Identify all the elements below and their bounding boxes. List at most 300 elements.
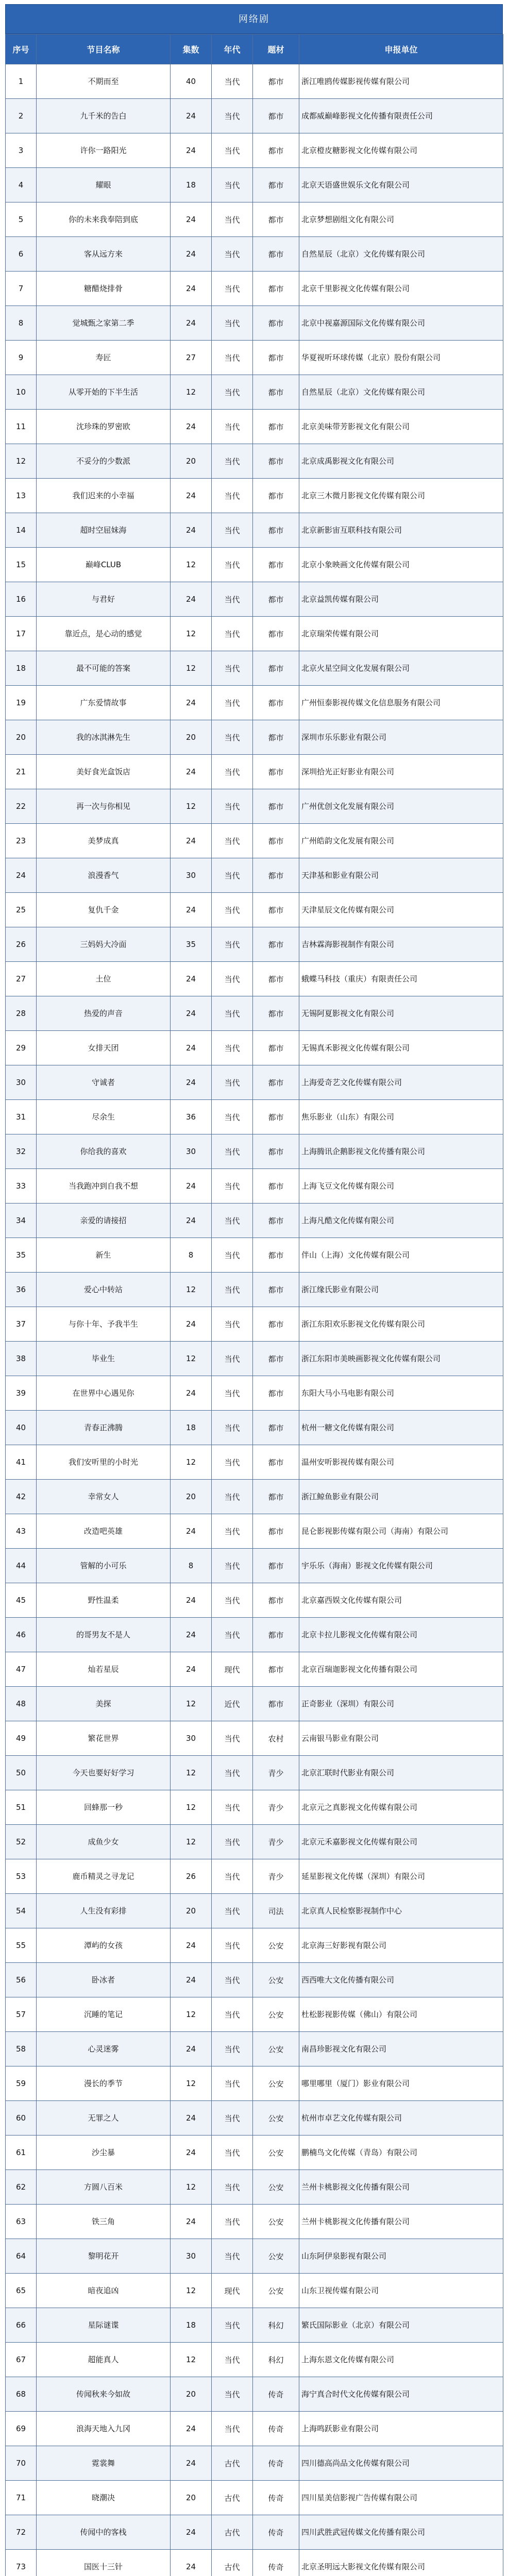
cell-episodes: 24 — [171, 272, 212, 306]
cell-program-name: 我们迟来的小幸福 — [37, 479, 171, 513]
drama-table — [5, 34, 503, 2576]
cell-episodes: 24 — [171, 2550, 212, 2576]
cell-genre: 都市 — [253, 1238, 299, 1273]
cell-applicant: 杜松影视影传媒（佛山）有限公司 — [299, 1997, 503, 2032]
cell-episodes: 18 — [171, 1411, 212, 1445]
cell-index: 30 — [6, 1065, 37, 1100]
cell-episodes: 8 — [171, 1549, 212, 1583]
column-header-era: 年代 — [212, 35, 253, 64]
cell-index: 24 — [6, 858, 37, 893]
table-row — [6, 1342, 503, 1376]
cell-index: 33 — [6, 1169, 37, 1204]
cell-genre: 都市 — [253, 617, 299, 651]
cell-program-name: 你的未来我奉陪到底 — [37, 202, 171, 237]
cell-applicant: 延星影视文化传媒（深圳）有限公司 — [299, 1859, 503, 1894]
cell-genre: 都市 — [253, 686, 299, 720]
cell-program-name: 耀眼 — [37, 168, 171, 202]
cell-genre: 都市 — [253, 1514, 299, 1549]
cell-genre: 农村 — [253, 1721, 299, 1756]
cell-era: 当代 — [212, 720, 253, 755]
table-row — [6, 2101, 503, 2136]
cell-applicant: 天津基和影业有限公司 — [299, 858, 503, 893]
cell-episodes: 12 — [171, 2274, 212, 2308]
table-row — [6, 2515, 503, 2550]
cell-episodes: 24 — [171, 513, 212, 548]
cell-index: 20 — [6, 720, 37, 755]
table-row — [6, 2377, 503, 2412]
cell-program-name: 不妥分的少数派 — [37, 444, 171, 479]
cell-era: 当代 — [212, 1721, 253, 1756]
cell-episodes: 12 — [171, 1445, 212, 1480]
cell-era: 当代 — [212, 2032, 253, 2066]
table-row — [6, 1721, 503, 1756]
cell-episodes: 24 — [171, 202, 212, 237]
cell-genre: 都市 — [253, 1376, 299, 1411]
cell-index: 17 — [6, 617, 37, 651]
cell-program-name: 不期而至 — [37, 64, 171, 99]
cell-episodes: 20 — [171, 2377, 212, 2412]
cell-era: 当代 — [212, 2170, 253, 2205]
cell-program-name: 成鱼少女 — [37, 1825, 171, 1859]
cell-episodes: 27 — [171, 341, 212, 375]
cell-episodes: 12 — [171, 1687, 212, 1721]
cell-genre: 都市 — [253, 1445, 299, 1480]
cell-era: 当代 — [212, 1273, 253, 1307]
cell-index: 46 — [6, 1618, 37, 1652]
cell-index: 62 — [6, 2170, 37, 2205]
table-row — [6, 1411, 503, 1445]
cell-applicant: 自然星辰（北京）文化传媒有限公司 — [299, 237, 503, 272]
cell-era: 当代 — [212, 1514, 253, 1549]
cell-era: 当代 — [212, 2066, 253, 2101]
cell-era: 当代 — [212, 755, 253, 789]
cell-genre: 传奇 — [253, 2515, 299, 2550]
cell-era: 当代 — [212, 237, 253, 272]
table-row — [6, 64, 503, 99]
cell-era: 当代 — [212, 996, 253, 1031]
cell-era: 当代 — [212, 927, 253, 962]
cell-episodes: 24 — [171, 1169, 212, 1204]
cell-era: 当代 — [212, 1065, 253, 1100]
cell-index: 58 — [6, 2032, 37, 2066]
cell-program-name: 改造吧英雄 — [37, 1514, 171, 1549]
cell-genre: 青少 — [253, 1790, 299, 1825]
table-header-row — [6, 35, 503, 64]
cell-genre: 都市 — [253, 1134, 299, 1169]
cell-index: 26 — [6, 927, 37, 962]
column-header-program-name: 节目名称 — [37, 35, 171, 64]
cell-index: 72 — [6, 2515, 37, 2550]
cell-applicant: 自然星辰（北京）文化传媒有限公司 — [299, 375, 503, 410]
cell-episodes: 24 — [171, 996, 212, 1031]
cell-applicant: 北京元禾嘉影视文化传媒有限公司 — [299, 1825, 503, 1859]
cell-genre: 都市 — [253, 1307, 299, 1342]
cell-index: 37 — [6, 1307, 37, 1342]
cell-program-name: 守诚者 — [37, 1065, 171, 1100]
cell-index: 31 — [6, 1100, 37, 1134]
cell-episodes: 20 — [171, 2481, 212, 2515]
table-row — [6, 1549, 503, 1583]
cell-episodes: 12 — [171, 1790, 212, 1825]
cell-episodes: 24 — [171, 2101, 212, 2136]
table-row — [6, 2550, 503, 2576]
cell-index: 65 — [6, 2274, 37, 2308]
cell-genre: 传奇 — [253, 2481, 299, 2515]
cell-era: 当代 — [212, 1376, 253, 1411]
cell-program-name: 超时空屈妹海 — [37, 513, 171, 548]
cell-era: 古代 — [212, 2446, 253, 2481]
cell-program-name: 寿匠 — [37, 341, 171, 375]
column-header-episodes: 集数 — [171, 35, 212, 64]
cell-episodes: 24 — [171, 755, 212, 789]
table-row — [6, 651, 503, 686]
cell-index: 67 — [6, 2343, 37, 2377]
table-body — [6, 64, 503, 2576]
cell-genre: 公安 — [253, 2066, 299, 2101]
cell-program-name: 在世界中心遇见你 — [37, 1376, 171, 1411]
cell-applicant: 山东阿伊泉影视有限公司 — [299, 2239, 503, 2274]
cell-genre: 都市 — [253, 513, 299, 548]
cell-index: 49 — [6, 1721, 37, 1756]
cell-index: 19 — [6, 686, 37, 720]
cell-program-name: 爱心中转站 — [37, 1273, 171, 1307]
cell-program-name: 三妈妈大冷面 — [37, 927, 171, 962]
cell-index: 13 — [6, 479, 37, 513]
cell-episodes: 12 — [171, 1273, 212, 1307]
cell-era: 当代 — [212, 375, 253, 410]
cell-index: 38 — [6, 1342, 37, 1376]
cell-index: 11 — [6, 410, 37, 444]
cell-program-name: 黎明花开 — [37, 2239, 171, 2274]
cell-index: 2 — [6, 99, 37, 133]
column-header-genre: 题材 — [253, 35, 299, 64]
cell-era: 古代 — [212, 2515, 253, 2550]
table-row — [6, 2032, 503, 2066]
cell-genre: 科幻 — [253, 2343, 299, 2377]
cell-program-name: 漫长的季节 — [37, 2066, 171, 2101]
cell-episodes: 8 — [171, 1238, 212, 1273]
cell-genre: 都市 — [253, 1273, 299, 1307]
cell-genre: 公安 — [253, 2205, 299, 2239]
table-row — [6, 1307, 503, 1342]
table-row — [6, 375, 503, 410]
cell-era: 当代 — [212, 202, 253, 237]
cell-era: 当代 — [212, 444, 253, 479]
cell-genre: 都市 — [253, 720, 299, 755]
cell-program-name: 青春正沸腾 — [37, 1411, 171, 1445]
cell-era: 当代 — [212, 1618, 253, 1652]
cell-program-name: 美梦成真 — [37, 824, 171, 858]
cell-genre: 司法 — [253, 1894, 299, 1928]
cell-applicant: 浙江缘氏影业有限公司 — [299, 1273, 503, 1307]
cell-program-name: 方圆八百米 — [37, 2170, 171, 2205]
cell-era: 当代 — [212, 1480, 253, 1514]
cell-applicant: 海宁真合时代文化传媒有限公司 — [299, 2377, 503, 2412]
cell-episodes: 30 — [171, 858, 212, 893]
cell-genre: 公安 — [253, 1963, 299, 1997]
table-row — [6, 2136, 503, 2170]
table-row — [6, 720, 503, 755]
cell-era: 当代 — [212, 962, 253, 996]
cell-episodes: 24 — [171, 2515, 212, 2550]
cell-program-name: 野性温柔 — [37, 1583, 171, 1618]
cell-era: 当代 — [212, 789, 253, 824]
table-row — [6, 1514, 503, 1549]
cell-episodes: 24 — [171, 479, 212, 513]
cell-applicant: 温州安听影视传媒有限公司 — [299, 1445, 503, 1480]
cell-index: 5 — [6, 202, 37, 237]
cell-program-name: 繁花世界 — [37, 1721, 171, 1756]
cell-program-name: 新生 — [37, 1238, 171, 1273]
cell-genre: 都市 — [253, 893, 299, 927]
cell-episodes: 12 — [171, 617, 212, 651]
cell-applicant: 成都威巅峰影视文化传播有限责任公司 — [299, 99, 503, 133]
cell-episodes: 30 — [171, 2239, 212, 2274]
cell-genre: 都市 — [253, 1065, 299, 1100]
cell-genre: 都市 — [253, 375, 299, 410]
cell-program-name: 客从远方来 — [37, 237, 171, 272]
cell-genre: 都市 — [253, 789, 299, 824]
cell-applicant: 浙江东阳市美映画影视文化传媒有限公司 — [299, 1342, 503, 1376]
table-title: 网络剧 — [5, 4, 503, 34]
cell-program-name: 九千米的告白 — [37, 99, 171, 133]
cell-genre: 公安 — [253, 1997, 299, 2032]
cell-era: 当代 — [212, 1204, 253, 1238]
cell-episodes: 24 — [171, 1652, 212, 1687]
cell-program-name: 霓裳舞 — [37, 2446, 171, 2481]
cell-program-name: 与君好 — [37, 582, 171, 617]
cell-genre: 都市 — [253, 237, 299, 272]
cell-genre: 都市 — [253, 1618, 299, 1652]
cell-applicant: 哪里哪里（厦门）影业有限公司 — [299, 2066, 503, 2101]
cell-era: 当代 — [212, 1825, 253, 1859]
cell-program-name: 沙尘暴 — [37, 2136, 171, 2170]
cell-index: 44 — [6, 1549, 37, 1583]
cell-applicant: 上海腾讯企鹅影视文化传播有限公司 — [299, 1134, 503, 1169]
cell-index: 15 — [6, 548, 37, 582]
cell-index: 40 — [6, 1411, 37, 1445]
table-row — [6, 237, 503, 272]
table-row — [6, 2343, 503, 2377]
cell-applicant: 鹏楠鸟文化传媒（青岛）有限公司 — [299, 2136, 503, 2170]
cell-era: 当代 — [212, 1790, 253, 1825]
cell-applicant: 四川星美信影视广告传媒有限公司 — [299, 2481, 503, 2515]
cell-applicant: 上海飞豆文化传媒有限公司 — [299, 1169, 503, 1204]
cell-episodes: 24 — [171, 1618, 212, 1652]
cell-index: 64 — [6, 2239, 37, 2274]
cell-era: 当代 — [212, 2308, 253, 2343]
cell-genre: 传奇 — [253, 2550, 299, 2576]
cell-applicant: 北京卡拉儿影视文化传媒有限公司 — [299, 1618, 503, 1652]
cell-episodes: 24 — [171, 1963, 212, 1997]
cell-genre: 都市 — [253, 927, 299, 962]
cell-index: 66 — [6, 2308, 37, 2343]
cell-episodes: 30 — [171, 1134, 212, 1169]
cell-program-name: 从零开始的下半生活 — [37, 375, 171, 410]
cell-applicant: 北京元之真影视文化传媒有限公司 — [299, 1790, 503, 1825]
cell-episodes: 36 — [171, 1100, 212, 1134]
cell-program-name: 超能真人 — [37, 2343, 171, 2377]
cell-era: 当代 — [212, 1134, 253, 1169]
cell-index: 3 — [6, 133, 37, 168]
cell-index: 27 — [6, 962, 37, 996]
cell-genre: 都市 — [253, 444, 299, 479]
cell-index: 18 — [6, 651, 37, 686]
cell-era: 当代 — [212, 1169, 253, 1204]
cell-episodes: 18 — [171, 2308, 212, 2343]
cell-index: 61 — [6, 2136, 37, 2170]
cell-program-name: 我的冰淇淋先生 — [37, 720, 171, 755]
cell-applicant: 东阳大马小马电影有限公司 — [299, 1376, 503, 1411]
cell-episodes: 24 — [171, 99, 212, 133]
cell-genre: 都市 — [253, 1480, 299, 1514]
cell-episodes: 24 — [171, 686, 212, 720]
cell-episodes: 24 — [171, 2446, 212, 2481]
cell-program-name: 管解的小可乐 — [37, 1549, 171, 1583]
column-header-applicant: 申报单位 — [299, 35, 503, 64]
cell-applicant: 北京益凯传媒有限公司 — [299, 582, 503, 617]
cell-applicant: 上海东恩文化传媒有限公司 — [299, 2343, 503, 2377]
cell-program-name: 巅峰CLUB — [37, 548, 171, 582]
cell-genre: 都市 — [253, 1169, 299, 1204]
cell-applicant: 北京瑞荣传媒有限公司 — [299, 617, 503, 651]
table-row — [6, 1997, 503, 2032]
cell-applicant: 浙江东阳欢乐影视文化传媒有限公司 — [299, 1307, 503, 1342]
cell-episodes: 24 — [171, 1583, 212, 1618]
cell-applicant: 北京海三好影视有限公司 — [299, 1928, 503, 1963]
cell-index: 29 — [6, 1031, 37, 1065]
cell-applicant: 广州优创文化发展有限公司 — [299, 789, 503, 824]
table-row — [6, 513, 503, 548]
table-row — [6, 1169, 503, 1204]
cell-genre: 传奇 — [253, 2446, 299, 2481]
table-row — [6, 202, 503, 237]
cell-genre: 都市 — [253, 824, 299, 858]
cell-applicant: 山东卫视传媒有限公司 — [299, 2274, 503, 2308]
cell-applicant: 杭州市卓艺文化传媒有限公司 — [299, 2101, 503, 2136]
cell-program-name: 回蜂那一秒 — [37, 1790, 171, 1825]
cell-applicant: 宇乐乐（海南）影视文化传媒有限公司 — [299, 1549, 503, 1583]
cell-index: 68 — [6, 2377, 37, 2412]
cell-program-name: 国医十三针 — [37, 2550, 171, 2576]
table-row — [6, 2239, 503, 2274]
table-row — [6, 548, 503, 582]
cell-era: 当代 — [212, 1997, 253, 2032]
cell-program-name: 灿若星辰 — [37, 1652, 171, 1687]
table-row — [6, 1480, 503, 1514]
table-row — [6, 824, 503, 858]
table-row — [6, 1963, 503, 1997]
cell-genre: 传奇 — [253, 2377, 299, 2412]
cell-index: 22 — [6, 789, 37, 824]
table-row — [6, 1204, 503, 1238]
cell-program-name: 人生没有彩排 — [37, 1894, 171, 1928]
cell-episodes: 35 — [171, 927, 212, 962]
table-row — [6, 1825, 503, 1859]
cell-episodes: 24 — [171, 2032, 212, 2066]
cell-era: 古代 — [212, 2550, 253, 2576]
cell-index: 7 — [6, 272, 37, 306]
cell-genre: 公安 — [253, 2274, 299, 2308]
table-row — [6, 2066, 503, 2101]
cell-episodes: 24 — [171, 1031, 212, 1065]
table-row — [6, 444, 503, 479]
cell-index: 23 — [6, 824, 37, 858]
cell-program-name: 美探 — [37, 1687, 171, 1721]
cell-applicant: 北京成禹影视文化有限公司 — [299, 444, 503, 479]
cell-program-name: 沈珍珠的罗密欧 — [37, 410, 171, 444]
cell-era: 当代 — [212, 1583, 253, 1618]
cell-index: 32 — [6, 1134, 37, 1169]
cell-program-name: 铁三角 — [37, 2205, 171, 2239]
cell-applicant: 蛾蝶马科技（重庆）有限责任公司 — [299, 962, 503, 996]
cell-index: 14 — [6, 513, 37, 548]
cell-era: 现代 — [212, 2274, 253, 2308]
cell-program-name: 传闻中的客栈 — [37, 2515, 171, 2550]
cell-era: 当代 — [212, 1100, 253, 1134]
cell-era: 古代 — [212, 2481, 253, 2515]
cell-applicant: 北京橙皮糖影视文化传媒有限公司 — [299, 133, 503, 168]
table-row — [6, 168, 503, 202]
cell-index: 45 — [6, 1583, 37, 1618]
cell-program-name: 热爱的声音 — [37, 996, 171, 1031]
cell-episodes: 12 — [171, 548, 212, 582]
cell-program-name: 星际谜谍 — [37, 2308, 171, 2343]
cell-applicant: 吉林霖海影视制作有限公司 — [299, 927, 503, 962]
table-row — [6, 893, 503, 927]
table-row — [6, 1445, 503, 1480]
cell-genre: 都市 — [253, 582, 299, 617]
cell-index: 63 — [6, 2205, 37, 2239]
cell-genre: 都市 — [253, 410, 299, 444]
cell-episodes: 24 — [171, 582, 212, 617]
cell-index: 54 — [6, 1894, 37, 1928]
cell-era: 当代 — [212, 2412, 253, 2446]
cell-applicant: 云南银马影业有限公司 — [299, 1721, 503, 1756]
cell-era: 当代 — [212, 479, 253, 513]
cell-index: 41 — [6, 1445, 37, 1480]
cell-index: 9 — [6, 341, 37, 375]
cell-genre: 都市 — [253, 996, 299, 1031]
cell-program-name: 你给我的喜欢 — [37, 1134, 171, 1169]
table-row — [6, 1376, 503, 1411]
cell-episodes: 20 — [171, 444, 212, 479]
cell-episodes: 24 — [171, 893, 212, 927]
cell-genre: 都市 — [253, 168, 299, 202]
table-row — [6, 996, 503, 1031]
cell-program-name: 沉睡的笔记 — [37, 1997, 171, 2032]
cell-program-name: 毕业生 — [37, 1342, 171, 1376]
cell-genre: 公安 — [253, 2170, 299, 2205]
cell-program-name: 鹿币精灵之寻龙记 — [37, 1859, 171, 1894]
cell-era: 当代 — [212, 1859, 253, 1894]
cell-genre: 都市 — [253, 1687, 299, 1721]
cell-applicant: 上海凡酷文化传媒有限公司 — [299, 1204, 503, 1238]
table-row — [6, 686, 503, 720]
cell-era: 当代 — [212, 1549, 253, 1583]
table-row — [6, 1894, 503, 1928]
cell-index: 4 — [6, 168, 37, 202]
table-row — [6, 1618, 503, 1652]
table-row — [6, 272, 503, 306]
cell-episodes: 12 — [171, 789, 212, 824]
table-row — [6, 927, 503, 962]
cell-applicant: 四川德高尚品文化传媒有限公司 — [299, 2446, 503, 2481]
cell-index: 35 — [6, 1238, 37, 1273]
cell-applicant: 深圳拾光正好影业有限公司 — [299, 755, 503, 789]
cell-index: 60 — [6, 2101, 37, 2136]
cell-applicant: 正奇影业（深圳）有限公司 — [299, 1687, 503, 1721]
